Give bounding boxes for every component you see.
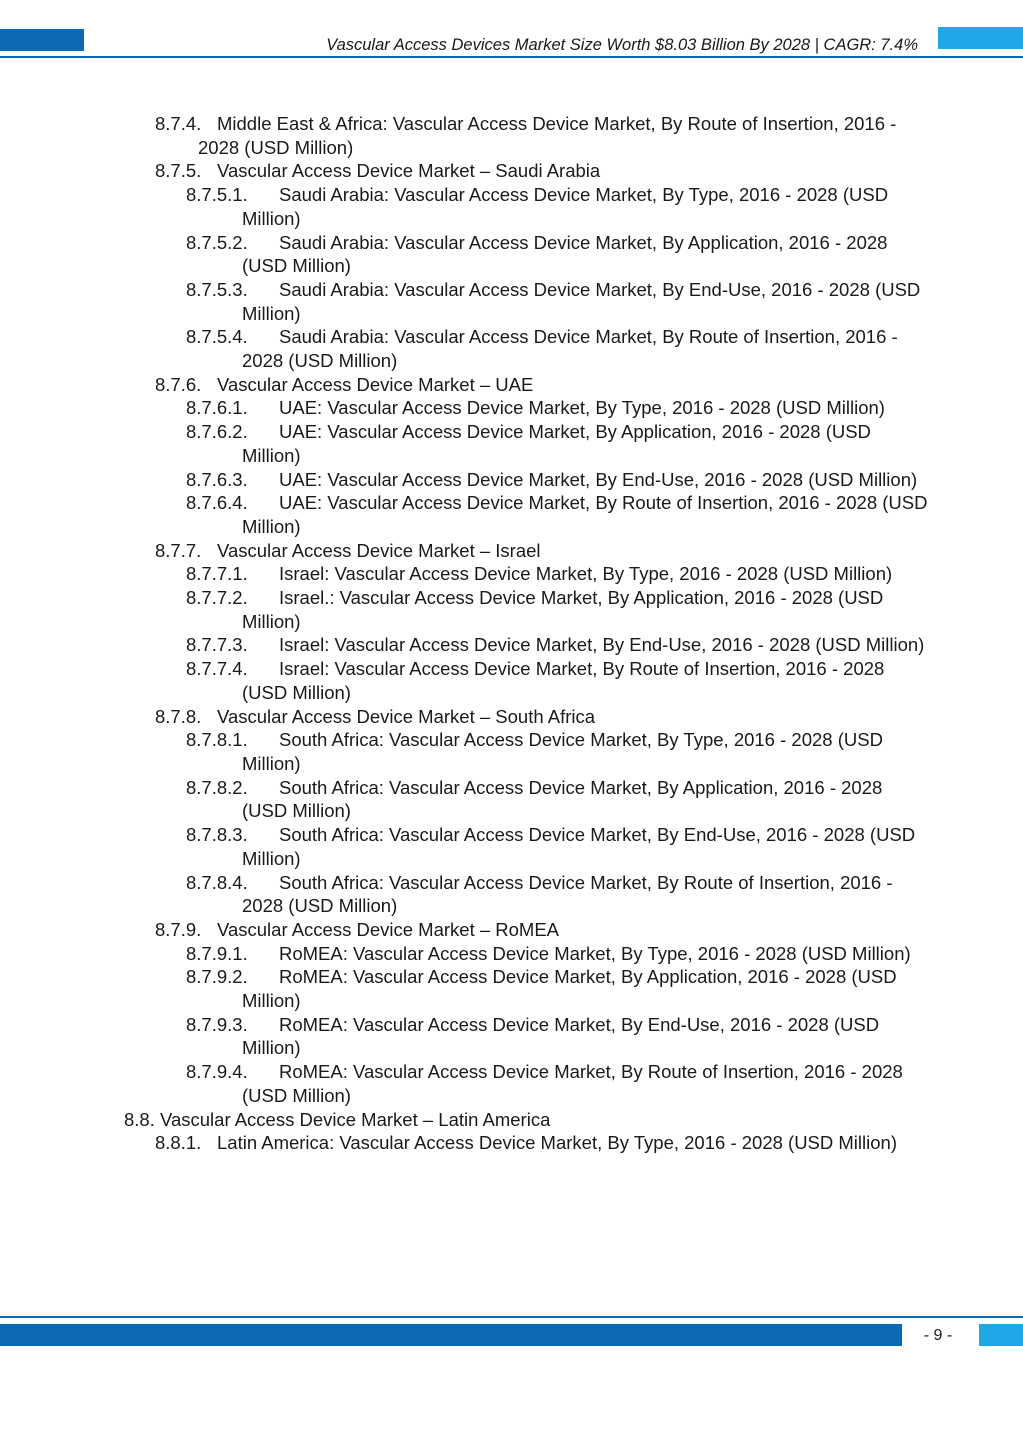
toc-entry-title: Israel: Vascular Access Device Market, By End-Use, 2016 - 2028 (USD Million) xyxy=(279,634,925,656)
toc-entry-title: UAE: Vascular Access Device Market, By Route of Insertion, 2016 - 2028 (USD Million) xyxy=(242,492,928,537)
toc-entry[interactable] xyxy=(0,918,1023,942)
toc-entry-number: 8.7.7.4. xyxy=(186,658,248,680)
toc-entry[interactable] xyxy=(0,657,1023,704)
toc-entry-title: RoMEA: Vascular Access Device Market, By Route of Insertion, 2016 - 2028 (USD Million) xyxy=(242,1061,903,1106)
toc-entry-title: South Africa: Vascular Access Device Market, By Application, 2016 - 2028 (USD Million) xyxy=(242,776,883,822)
toc-entry-title: Latin America: Vascular Access Device Market, By Type, 2016 - 2028 (USD Million) xyxy=(217,1132,897,1154)
toc-entry-title: Israel: Vascular Access Device Market, By Route of Insertion, 2016 - 2028 (USD Million) xyxy=(242,658,885,703)
toc-entry-number: 8.7.8.4. xyxy=(186,871,248,893)
toc-entry-title: South Africa: Vascular Access Device Market, By Type, 2016 - 2028 (USD Million) xyxy=(242,729,883,774)
toc-entry[interactable] xyxy=(0,112,1023,159)
toc-entry[interactable] xyxy=(0,728,1023,775)
toc-entry-title: Middle East & Africa: Vascular Access Device Market, By Route of Insertion, 2016 - 2028 (USD Million) xyxy=(198,113,897,158)
toc-entry[interactable] xyxy=(0,491,1023,538)
toc-entry-title: RoMEA: Vascular Access Device Market, By End-Use, 2016 - 2028 (USD Million) xyxy=(242,1013,880,1059)
toc-entry[interactable] xyxy=(0,373,1023,397)
toc-entry-title: UAE: Vascular Access Device Market, By End-Use, 2016 - 2028 (USD Million) xyxy=(279,468,918,490)
header-rule xyxy=(0,56,1023,58)
toc-entry-number: 8.8. xyxy=(124,1108,155,1130)
toc-entry[interactable] xyxy=(0,942,1023,966)
toc-entry-title: Vascular Access Device Market – Saudi Arabia xyxy=(217,160,601,182)
toc-entry-title: Vascular Access Device Market – RoMEA xyxy=(217,918,560,940)
toc-entry-title: Vascular Access Device Market – Latin America xyxy=(160,1108,551,1130)
toc-entry-title: Saudi Arabia: Vascular Access Device Market, By Route of Insertion, 2016 - 2028 (USD Million) xyxy=(242,326,898,372)
toc-entry-number: 8.7.5.4. xyxy=(186,326,248,348)
toc-entry-number: 8.7.9.3. xyxy=(186,1013,248,1035)
toc-entry[interactable] xyxy=(0,562,1023,586)
toc-entry-number: 8.7.9.1. xyxy=(186,942,248,964)
toc-entry-number: 8.7.5.3. xyxy=(186,278,248,300)
toc-entry-title: Vascular Access Device Market – UAE xyxy=(217,373,534,395)
toc-entry-number: 8.8.1. xyxy=(155,1132,202,1154)
toc-entry[interactable] xyxy=(0,1131,1023,1155)
toc-entry[interactable] xyxy=(0,396,1023,420)
toc-entry-number: 8.7.6.4. xyxy=(186,492,248,514)
toc-entry-title: Israel: Vascular Access Device Market, By Type, 2016 - 2028 (USD Million) xyxy=(279,563,893,585)
toc-entry-title: UAE: Vascular Access Device Market, By Application, 2016 - 2028 (USD Million) xyxy=(242,421,871,466)
toc-entry-number: 8.7.9.4. xyxy=(186,1061,248,1083)
toc-entry-number: 8.7.8.3. xyxy=(186,824,248,846)
toc-entry-title: Saudi Arabia: Vascular Access Device Market, By Application, 2016 - 2028 (USD Million) xyxy=(242,231,888,277)
toc-entry[interactable] xyxy=(0,1013,1023,1060)
toc-entry-number: 8.7.6. xyxy=(155,373,202,395)
toc-entry[interactable] xyxy=(0,965,1023,1012)
toc-entry[interactable] xyxy=(0,183,1023,230)
toc-entry[interactable] xyxy=(0,420,1023,467)
toc-entry[interactable] xyxy=(0,159,1023,183)
toc-entry-number: 8.7.8.2. xyxy=(186,776,248,798)
table-of-contents xyxy=(0,112,1023,1155)
toc-entry-title: South Africa: Vascular Access Device Market, By Route of Insertion, 2016 - 2028 (USD Million) xyxy=(242,871,893,917)
toc-entry-number: 8.7.7.3. xyxy=(186,634,248,656)
toc-entry[interactable] xyxy=(0,776,1023,823)
toc-entry[interactable] xyxy=(0,586,1023,633)
header-title: Vascular Access Devices Market Size Worth $8.03 Billion By 2028 | CAGR: 7.4% xyxy=(326,36,918,54)
toc-entry-number: 8.7.5.2. xyxy=(186,231,248,253)
toc-entry-number: 8.7.5. xyxy=(155,160,202,182)
toc-entry-title: UAE: Vascular Access Device Market, By Type, 2016 - 2028 (USD Million) xyxy=(279,397,885,419)
toc-entry-number: 8.7.9. xyxy=(155,918,202,940)
toc-entry-number: 8.7.8. xyxy=(155,705,202,727)
toc-entry-number: 8.7.6.2. xyxy=(186,421,248,443)
toc-entry-number: 8.7.5.1. xyxy=(186,184,248,206)
toc-entry-title: Vascular Access Device Market – Israel xyxy=(217,539,541,561)
toc-entry-number: 8.7.6.1. xyxy=(186,397,248,419)
toc-entry[interactable] xyxy=(0,278,1023,325)
header-accent-block-right xyxy=(938,27,1023,49)
toc-entry[interactable] xyxy=(0,871,1023,918)
toc-entry[interactable] xyxy=(0,325,1023,372)
footer-accent-block-right xyxy=(979,1324,1023,1346)
footer-accent-bar xyxy=(0,1324,902,1346)
footer-rule xyxy=(0,1316,1023,1318)
toc-entry[interactable] xyxy=(0,705,1023,729)
toc-entry-title: Israel.: Vascular Access Device Market, By Application, 2016 - 2028 (USD Million) xyxy=(242,587,884,632)
toc-entry[interactable] xyxy=(0,1108,1023,1132)
toc-entry-title: Saudi Arabia: Vascular Access Device Market, By Type, 2016 - 2028 (USD Million) xyxy=(242,184,889,229)
header-accent-block-left xyxy=(0,29,84,51)
toc-entry-title: Vascular Access Device Market – South Africa xyxy=(217,705,596,727)
toc-entry-title: South Africa: Vascular Access Device Market, By End-Use, 2016 - 2028 (USD Million) xyxy=(242,824,916,869)
toc-entry[interactable] xyxy=(0,468,1023,492)
page-number: - 9 - xyxy=(923,1327,953,1344)
toc-entry[interactable] xyxy=(0,823,1023,870)
toc-entry-number: 8.7.7.1. xyxy=(186,563,248,585)
toc-entry-number: 8.7.7.2. xyxy=(186,587,248,609)
toc-entry[interactable] xyxy=(0,231,1023,278)
toc-entry-number: 8.7.7. xyxy=(155,539,202,561)
toc-entry[interactable] xyxy=(0,539,1023,563)
toc-entry-number: 8.7.9.2. xyxy=(186,966,248,988)
toc-entry[interactable] xyxy=(0,633,1023,657)
toc-entry-title: RoMEA: Vascular Access Device Market, By Application, 2016 - 2028 (USD Million) xyxy=(242,966,897,1012)
toc-entry-number: 8.7.6.3. xyxy=(186,468,248,490)
toc-entry-number: 8.7.4. xyxy=(155,113,202,134)
toc-entry-number: 8.7.8.1. xyxy=(186,729,248,751)
toc-entry-title: RoMEA: Vascular Access Device Market, By Type, 2016 - 2028 (USD Million) xyxy=(279,942,911,964)
toc-entry-title: Saudi Arabia: Vascular Access Device Market, By End-Use, 2016 - 2028 (USD Million) xyxy=(242,278,921,324)
toc-entry[interactable] xyxy=(0,1060,1023,1107)
